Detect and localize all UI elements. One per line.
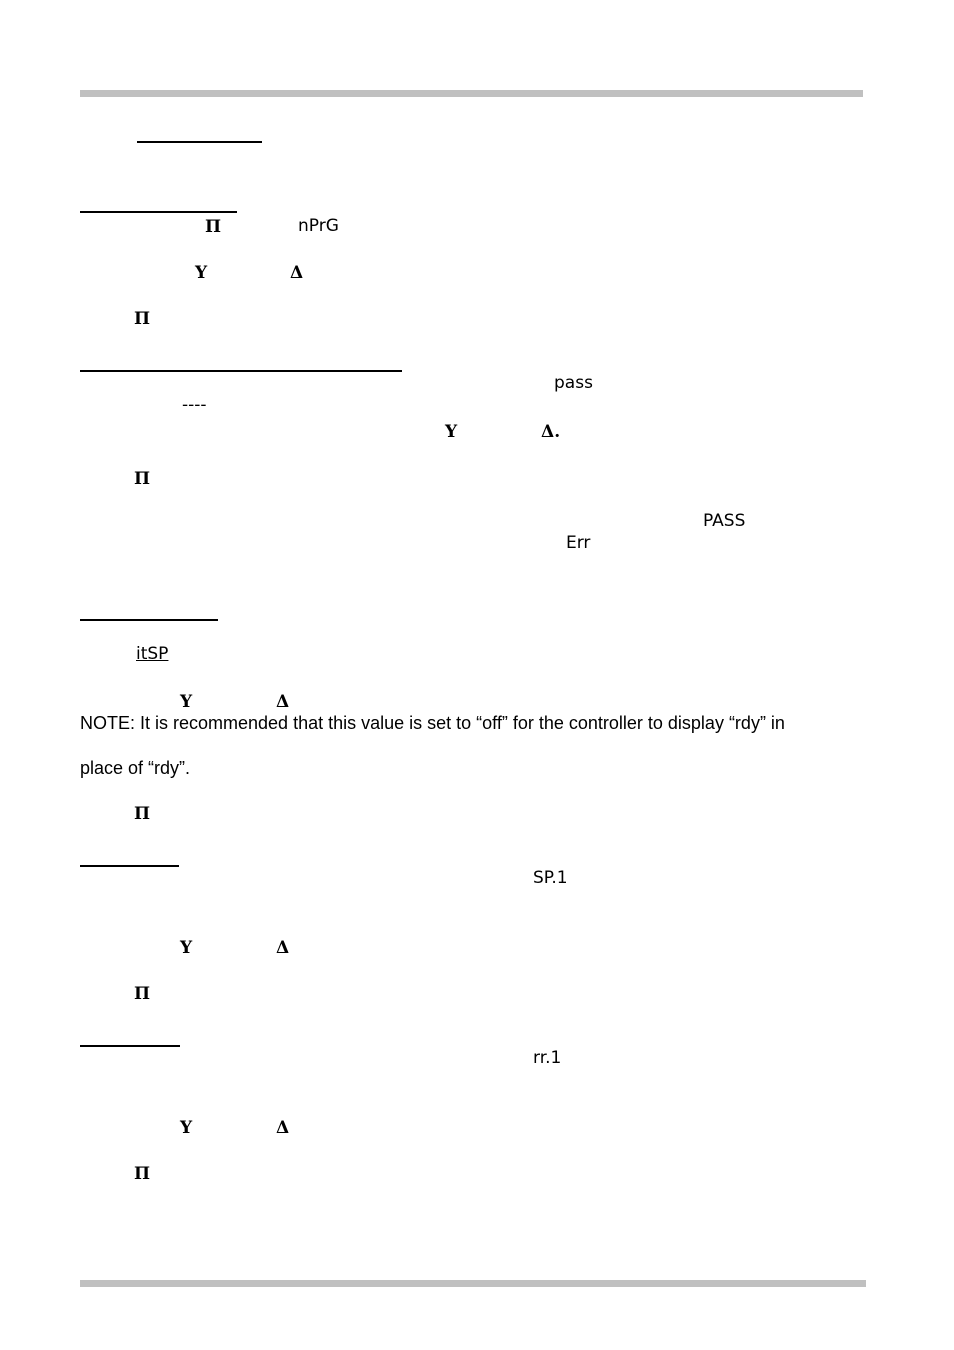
note-line-1: NOTE: It is recommended that this value is set to “off” for the controller to display “rdy” in bbox=[80, 713, 785, 733]
up-key-symbol: Υ bbox=[195, 263, 208, 283]
down-key-symbol: Δ bbox=[276, 1118, 290, 1138]
heading-underline bbox=[80, 1045, 180, 1047]
down-key-symbol: Δ bbox=[276, 692, 290, 712]
up-key-symbol: Υ bbox=[445, 422, 458, 442]
display-code-nprg: nPrG bbox=[298, 216, 339, 236]
down-key-symbol: Δ bbox=[290, 263, 304, 283]
down-key-symbol: Δ bbox=[276, 938, 290, 958]
pi-key-symbol: Π bbox=[134, 804, 151, 824]
heading-underline bbox=[80, 619, 218, 621]
pi-key-symbol: Π bbox=[134, 984, 151, 1004]
display-code-itsp: itSP bbox=[136, 644, 169, 664]
up-key-symbol: Υ bbox=[180, 938, 193, 958]
pi-key-symbol: Π bbox=[205, 217, 222, 237]
note-line-2: place of “rdy”. bbox=[80, 758, 191, 778]
pi-key-symbol: Π bbox=[134, 309, 151, 329]
display-code-err: Err bbox=[566, 533, 591, 553]
heading-underline bbox=[80, 211, 237, 213]
heading-underline bbox=[137, 141, 262, 143]
pi-key-symbol: Π bbox=[134, 469, 151, 489]
display-code-pass: pass bbox=[554, 373, 593, 393]
up-key-symbol: Υ bbox=[180, 1118, 193, 1138]
display-code-rr1: rr.1 bbox=[533, 1048, 562, 1068]
down-key-symbol: Δ. bbox=[541, 422, 561, 442]
footer-rule bbox=[80, 1280, 866, 1287]
up-key-symbol: Υ bbox=[180, 692, 193, 712]
display-code-pass-ok: PASS bbox=[703, 511, 746, 531]
display-code-dashes: ---- bbox=[182, 395, 207, 415]
pi-key-symbol: Π bbox=[134, 1164, 151, 1184]
heading-underline bbox=[80, 865, 179, 867]
heading-underline bbox=[80, 370, 402, 372]
header-rule bbox=[80, 90, 863, 97]
display-code-sp1: SP.1 bbox=[533, 868, 568, 888]
